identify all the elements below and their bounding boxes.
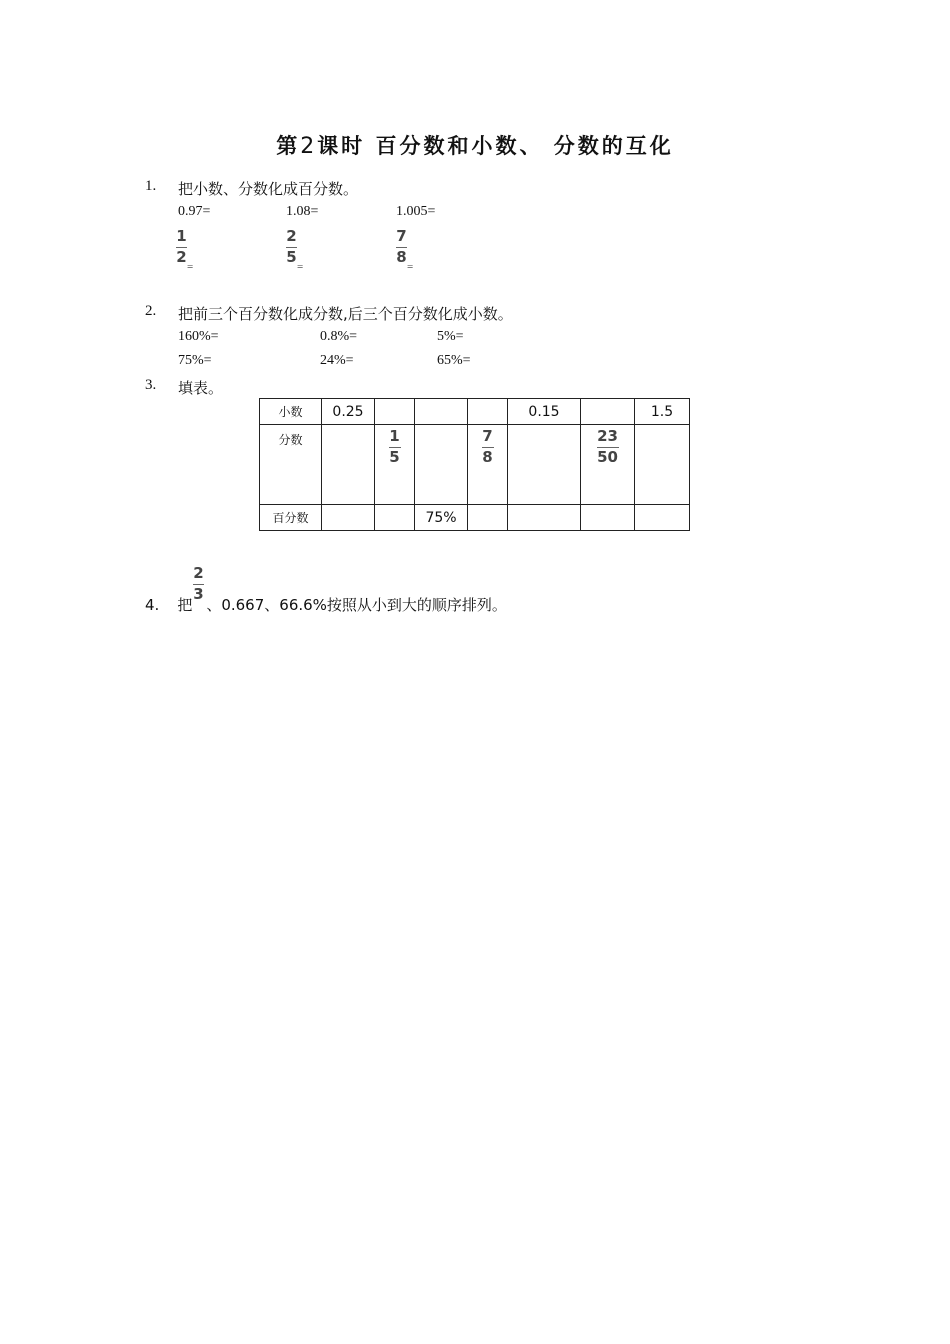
table-cell[interactable]	[375, 425, 415, 505]
conversion-table	[259, 398, 690, 531]
table-cell[interactable]: 0.25	[322, 399, 375, 425]
q1-fraction-3-equals: =	[407, 261, 414, 273]
q4-line	[145, 594, 507, 615]
table-row-percent	[260, 505, 690, 531]
table-row-fraction	[260, 425, 690, 505]
table-cell[interactable]	[322, 505, 375, 531]
q2-item-5: 24%=	[320, 353, 354, 368]
q1-fraction-1-equals: =	[187, 261, 194, 273]
q1-fraction-2-equals: =	[297, 261, 304, 273]
table-cell[interactable]	[468, 425, 508, 505]
table-cell[interactable]	[375, 399, 415, 425]
table-cell[interactable]	[635, 505, 690, 531]
table-cell[interactable]	[468, 505, 508, 531]
table-cell[interactable]	[375, 505, 415, 531]
table-cell[interactable]: 0.15	[508, 399, 581, 425]
q4-number: 4.	[145, 596, 160, 614]
q1-decimal-3: 1.005=	[396, 204, 436, 219]
table-cell[interactable]	[581, 399, 635, 425]
table-cell[interactable]	[508, 425, 581, 505]
table-cell[interactable]	[415, 425, 468, 505]
q2-text: 把前三个百分数化成分数,后三个百分数化成小数。	[178, 305, 513, 323]
q1-fraction-1: 1 2	[176, 227, 187, 266]
q4-text: 、0.667、66.6%按照从小到大的顺序排列。	[206, 596, 507, 614]
q1-number: 1.	[145, 178, 157, 194]
table-cell[interactable]	[508, 505, 581, 531]
q1-fraction-3: 7 8	[396, 227, 407, 266]
q1-decimal-2: 1.08=	[286, 204, 319, 219]
q2-number: 2.	[145, 303, 157, 319]
table-cell[interactable]	[581, 425, 635, 505]
q2-item-6: 65%=	[437, 353, 471, 368]
q3-text: 填表。	[178, 379, 224, 397]
q2-item-1: 160%=	[178, 329, 219, 344]
q1-text: 把小数、分数化成百分数。	[178, 180, 359, 198]
row-header-percent: 百分数	[260, 505, 322, 531]
q4-fraction: 2 3	[193, 564, 204, 603]
table-cell[interactable]	[322, 425, 375, 505]
fraction: $\frac{7}{8}$	[482, 427, 493, 466]
q2-item-4: 75%=	[178, 353, 212, 368]
q1-decimal-1: 0.97=	[178, 204, 211, 219]
page-title: 第2课时 百分数和小数、 分数的互化	[276, 133, 674, 159]
q2-item-2: 0.8%=	[320, 329, 358, 344]
q4-prefix: 把	[177, 596, 193, 614]
fraction: $\frac{1}{5}$	[389, 427, 400, 466]
table-cell[interactable]	[415, 399, 468, 425]
table-cell[interactable]	[635, 425, 690, 505]
row-header-fraction: 分数	[260, 425, 322, 505]
table-row-decimal	[260, 399, 690, 425]
table-cell[interactable]: 1.5	[635, 399, 690, 425]
row-header-decimal: 小数	[260, 399, 322, 425]
table-cell[interactable]	[581, 505, 635, 531]
table-cell[interactable]: 75%	[415, 505, 468, 531]
q1-fraction-2: 2 5	[286, 227, 297, 266]
q3-number: 3.	[145, 377, 157, 393]
table-cell[interactable]	[468, 399, 508, 425]
q2-item-3: 5%=	[437, 329, 464, 344]
fraction: $\frac{23}{50}$	[597, 427, 618, 466]
